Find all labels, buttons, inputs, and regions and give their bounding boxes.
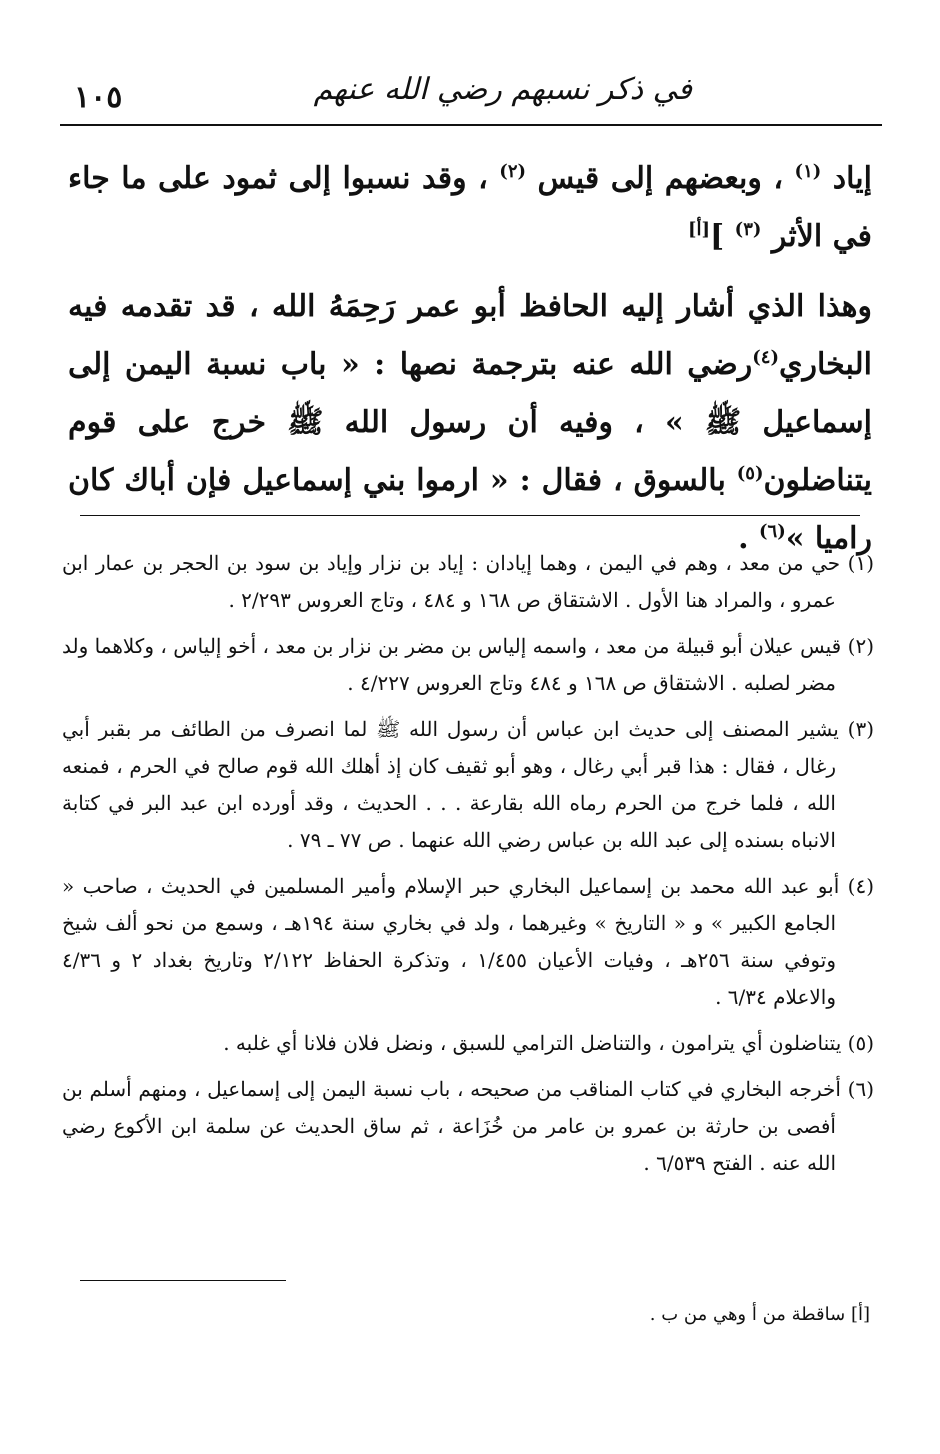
- main-paragraph-1: [68, 150, 872, 266]
- text-run: ، وقد نسبوا إلى ثمود على ما جاء في الأثر: [68, 161, 872, 254]
- editor-note-text: ساقطة من أ وهي من ب .: [649, 1304, 851, 1325]
- text-run: ، وبعضهم إلى قيس: [526, 161, 795, 196]
- footnote-number: (٢): [847, 634, 874, 658]
- header-rule: [60, 124, 882, 126]
- footnote-3: [62, 711, 874, 859]
- footnote-ref: (٤): [752, 347, 779, 368]
- footnote-ref: (٣): [734, 219, 762, 240]
- footnotes: [62, 545, 874, 1191]
- footnote-number: (٥): [847, 1031, 874, 1055]
- footnote-number: (٣): [847, 717, 874, 741]
- footnote-5: [62, 1025, 874, 1062]
- main-paragraph-2: [68, 278, 872, 568]
- footnote-text: حي من معد ، وهم في اليمن ، وهما إيادان : إياد بن نزار وإياد بن سود بن الحجر بن عمار ابن عمرو ، والمراد هنا الأول . الاشتقاق ص ١٦٨ و ٤٨٤ ، وتاج العروس ٢/٢٩٣ .: [62, 551, 841, 612]
- footnote-ref: (١): [794, 161, 822, 182]
- footnote-text: يتناضلون أي يترامون ، والتناضل الترامي للسبق ، ونضل فلان فلانا أي غلبه .: [223, 1031, 842, 1055]
- footnote-1: [62, 545, 874, 619]
- main-text: [68, 150, 872, 568]
- editor-note-separator: [80, 1280, 286, 1281]
- footnote-ref: (٦): [758, 521, 786, 542]
- footnote-text: أخرجه البخاري في كتاب المناقب من صحيحه ، باب نسبة اليمن إلى إسماعيل ، ومنهم أسلم بن أفصى بن حارثة بن عمرو بن عامر من خُزَاعة ، ثم ساق الحديث عن سلمة ابن الأكوع رضي الله عنه . الفتح ٦/٥٣٩ .: [62, 1077, 841, 1175]
- footnote-separator: [80, 515, 860, 516]
- footnote-6: [62, 1071, 874, 1182]
- running-title: في ذكر نسبهم رضي الله عنهم: [313, 72, 692, 107]
- text-run: رضي الله عنه بترجمة نصها : « باب نسبة اليمن إلى إسماعيل ﷺ » ، وفيه أن رسول الله ﷺ خرج على قوم يتناضلون: [68, 347, 872, 498]
- footnote-4: [62, 868, 874, 1016]
- footnote-text: يشير المصنف إلى حديث ابن عباس أن رسول الله ﷺ لما انصرف من الطائف مر بقبر أبي رغال ، فقال : هذا قبر أبي رغال ، وهو أبو ثقيف كان إذ أهلك الله قوم صالح في الحرم ، فمنعه الله ، فلما خرج من الحرم رماه الله بقارعة . . . الحديث ، وقد أورده ابن عبد البر في كتابة الانباه بسنده إلى عبد الله بن عباس رضي الله عنهما . ص ٧٧ ـ ٧٩ .: [62, 717, 839, 852]
- footnote-number: (٦): [847, 1077, 874, 1101]
- editor-note: [470, 1300, 870, 1330]
- text-run: وهذا الذي أشار إليه الحافظ أبو عمر رَحِمَهُ الله ، قد تقدمه فيه البخاري: [68, 289, 872, 382]
- footnote-number: (١): [847, 551, 875, 575]
- footnote-ref: (٢): [499, 161, 527, 182]
- footnote-text: قيس عيلان أبو قبيلة من معد ، واسمه إلياس بن مضر بن نزار بن معد ، أخو إلياس ، وكلاهما ولد مضر لصلبه . الاشتقاق ص ١٦٨ و ٤٨٤ وتاج العروس ٤/٢٢٧ .: [62, 634, 842, 695]
- footnote-text: أبو عبد الله محمد بن إسماعيل البخاري حبر الإسلام وأمير المسلمين في الحديث ، صاحب « الجامع الكبير » و « التاريخ » وغيرهما ، ولد في بخاري سنة ١٩٤هـ ، وسمع من نحو ألف شيخ وتوفي سنة ٢٥٦هـ ، وفيات الأعيان ١/٤٥٥ ، وتذكرة الحفاظ ٢/١٢٢ وتاريخ بغداد ٢ و ٤/٣٦ والاعلام ٦/٣٤ .: [62, 874, 840, 1009]
- editor-note-marker: [أ]: [850, 1304, 870, 1325]
- editor-note-ref: [أ]: [687, 219, 711, 240]
- text-run: بالسوق ، فقال : « ارموا بني إسماعيل فإن أباك كان راميا »: [68, 463, 872, 556]
- footnote-2: [62, 628, 874, 702]
- text-run: .: [738, 521, 759, 556]
- footnote-ref: (٥): [736, 463, 764, 484]
- page-number: ١٠٥: [74, 80, 123, 115]
- text-run: ]: [710, 219, 735, 254]
- footnote-number: (٤): [847, 874, 874, 898]
- text-run: إياد: [821, 161, 872, 196]
- page-header: [60, 66, 882, 126]
